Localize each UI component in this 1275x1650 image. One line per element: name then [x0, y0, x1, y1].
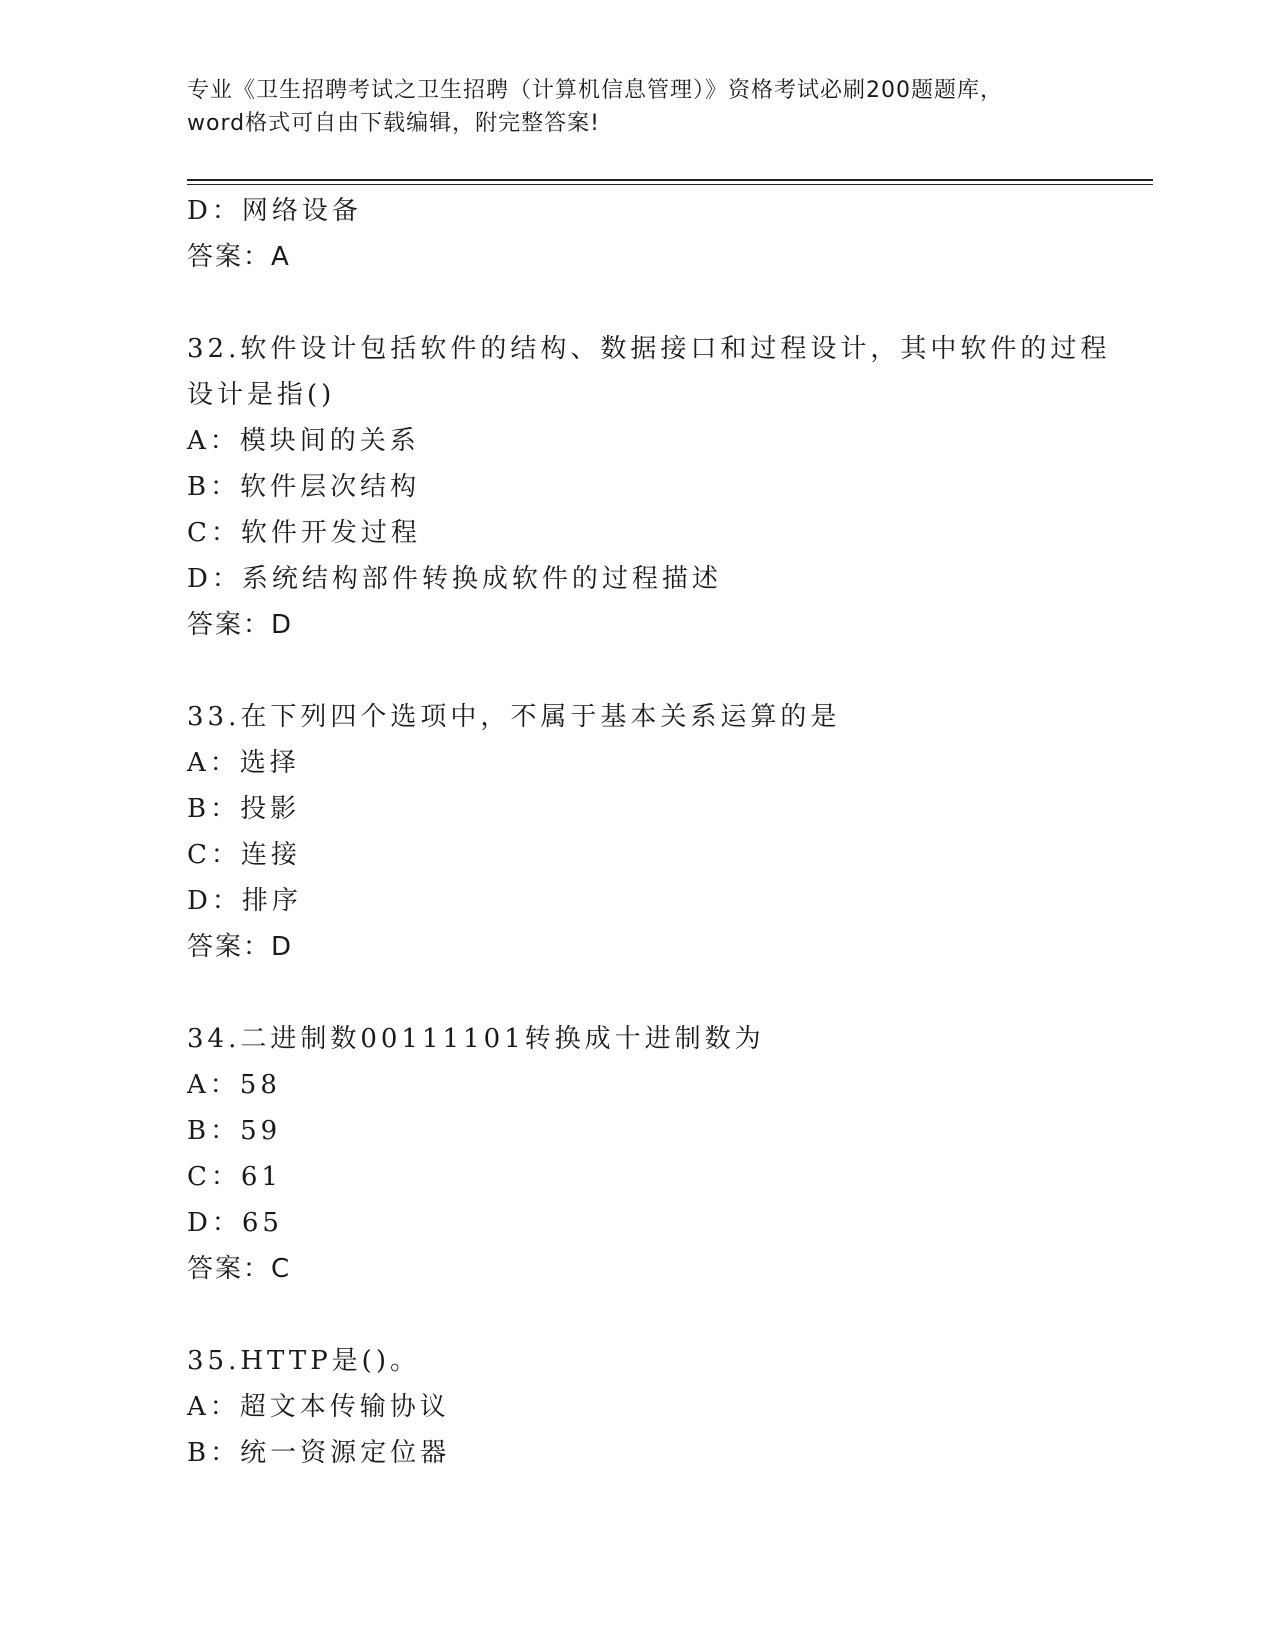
document-header — [187, 74, 1087, 140]
q33-option-b: B：投影 — [187, 794, 301, 824]
q35-option-b: B：统一资源定位器 — [187, 1438, 451, 1468]
q33-option-c: C：连接 — [187, 840, 301, 870]
question-block-35 — [187, 1338, 1087, 1476]
q32-option-b: B：软件层次结构 — [187, 472, 421, 502]
q32-option-a: A：模块间的关系 — [187, 426, 420, 456]
q31-option-d: D：网络设备 — [187, 196, 362, 226]
header-title-line-1: 专业《卫生招聘考试之卫生招聘（计算机信息管理）》资格考试必刷200题题库， — [187, 78, 1003, 103]
q32-stem-line-1: 32.软件设计包括软件的结构、数据接口和过程设计，其中软件的过程 — [187, 334, 1111, 364]
question-block-34 — [187, 1016, 1087, 1292]
q34-option-a: A：58 — [187, 1070, 281, 1100]
q33-option-a: A：选择 — [187, 748, 300, 778]
q32-stem-line-2: 设计是指() — [187, 380, 336, 410]
spacer — [187, 970, 1087, 1016]
q33-answer: 答案：D — [187, 932, 294, 962]
header-divider-thick — [187, 179, 1153, 181]
question-block-33 — [187, 694, 1087, 970]
q34-option-d: D：65 — [187, 1208, 283, 1238]
q34-answer: 答案：C — [187, 1254, 292, 1284]
q35-option-a: A：超文本传输协议 — [187, 1392, 450, 1422]
question-content — [187, 188, 1111, 1476]
q35-stem: 35.HTTP是()。 — [187, 1346, 420, 1376]
q33-stem: 33.在下列四个选项中，不属于基本关系运算的是 — [187, 702, 841, 732]
spacer — [187, 1292, 1087, 1338]
q32-option-d: D：系统结构部件转换成软件的过程描述 — [187, 564, 722, 594]
question-block-32 — [187, 326, 1111, 648]
header-divider-thin — [187, 184, 1153, 185]
q34-stem: 34.二进制数00111101转换成十进制数为 — [187, 1024, 765, 1054]
q33-option-d: D：排序 — [187, 886, 302, 916]
q31-answer: 答案：A — [187, 242, 291, 272]
q34-option-c: C：61 — [187, 1162, 282, 1192]
spacer — [187, 280, 1087, 326]
q32-option-c: C：软件开发过程 — [187, 518, 421, 548]
q32-answer: 答案：D — [187, 610, 294, 640]
spacer — [187, 648, 1087, 694]
q34-option-b: B：59 — [187, 1116, 282, 1146]
header-title-line-2: word格式可自由下载编辑，附完整答案! — [187, 111, 600, 136]
